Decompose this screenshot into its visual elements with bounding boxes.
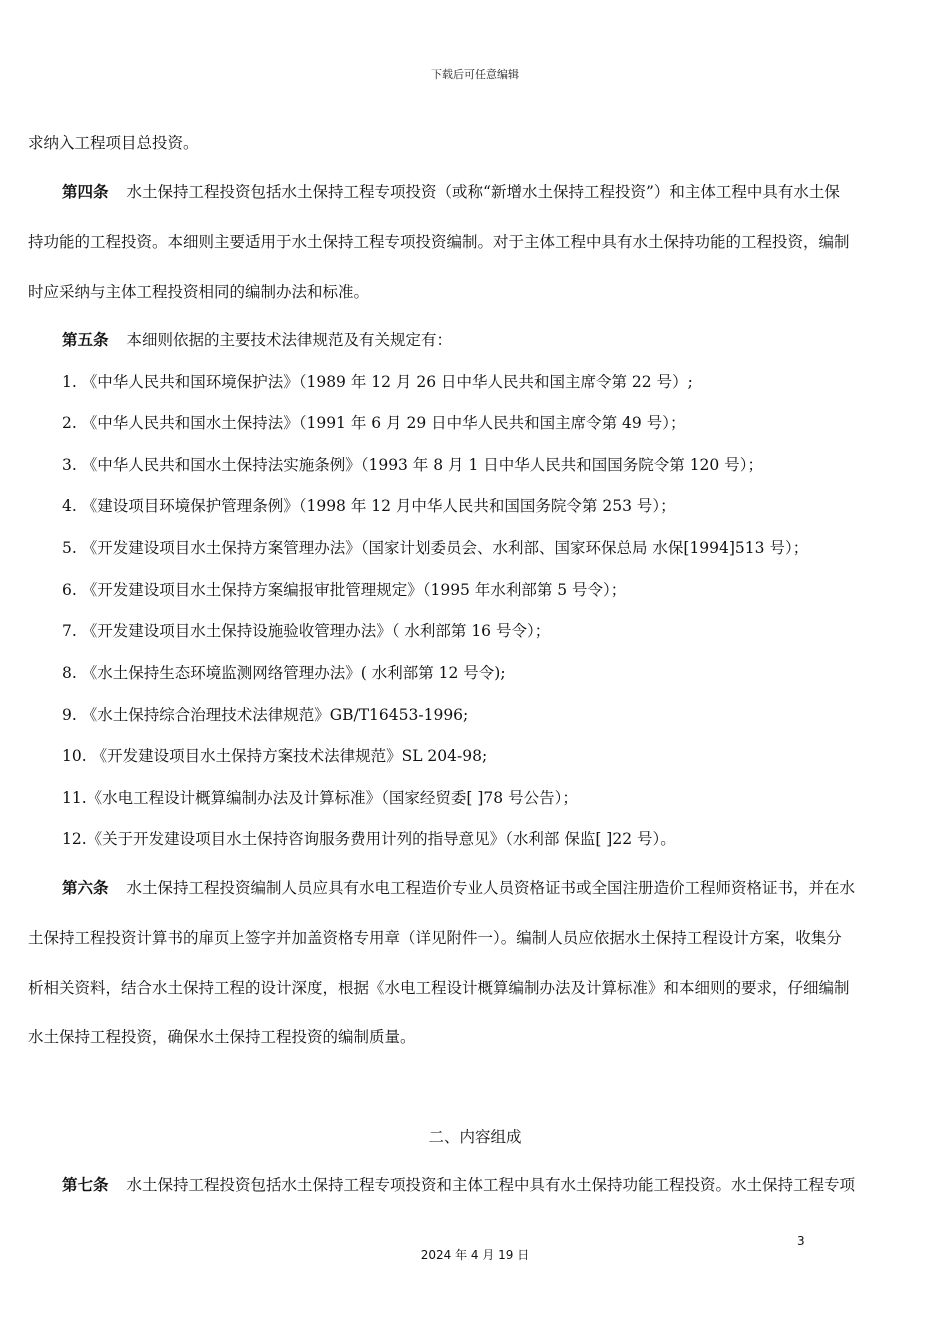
list-item: 6. 《开发建设项目水土保持方案编报审批管理规定》（1995 年水利部第 5 号令）；	[62, 581, 627, 599]
article-5-text: 本细则依据的主要技术法律规范及有关规定有：	[126, 331, 453, 349]
article-6-line-4: 水土保持工程投资，确保水土保持工程投资的编制质量。	[28, 1028, 416, 1046]
article-6-line-3: 析相关资料，结合水土保持工程的设计深度，根据《水电工程设计概算编制办法及计算标准》和本细则的要求，仔细编制	[28, 979, 850, 997]
footer-date: 2024 年 4 月 19 日	[420, 1248, 530, 1262]
section-heading: 二、内容组成	[428, 1128, 522, 1146]
page-header: 下载后可任意编辑	[431, 68, 519, 81]
article-5-label: 第五条	[62, 331, 109, 349]
article-4-line-1	[62, 182, 950, 202]
page-number: 3	[797, 1234, 805, 1248]
article-7-label: 第七条	[62, 1176, 109, 1194]
list-item: 7. 《开发建设项目水土保持设施验收管理办法》（ 水利部第 16 号令）；	[62, 622, 551, 640]
paragraph-continuation: 求纳入工程项目总投资。	[28, 134, 199, 152]
list-item: 10. 《开发建设项目水土保持方案技术法律规范》SL 204-98;	[62, 747, 488, 765]
list-item: 3. 《中华人民共和国水土保持法实施条例》（1993 年 8 月 1 日中华人民共和国国务院令第 120 号）；	[62, 456, 763, 474]
list-item: 5. 《开发建设项目水土保持方案管理办法》（国家计划委员会、水利部、国家环保总局 水保[1994]513 号）；	[62, 539, 809, 557]
list-item: 11.《水电工程设计概算编制办法及计算标准》（国家经贸委[ ]78 号公告）；	[62, 789, 578, 807]
article-6-line-1	[62, 878, 950, 898]
article-6-label: 第六条	[62, 879, 109, 897]
list-item: 8. 《水土保持生态环境监测网络管理办法》( 水利部第 12 号令);	[62, 664, 506, 682]
article-7-line-1	[62, 1175, 950, 1195]
list-item: 2. 《中华人民共和国水土保持法》（1991 年 6 月 29 日中华人民共和国主席令第 49 号）；	[62, 414, 686, 432]
article-4-label: 第四条	[62, 183, 109, 201]
list-item: 1. 《中华人民共和国环境保护法》（1989 年 12 月 26 日中华人民共和国主席令第 22 号）;	[62, 373, 693, 391]
article-4-line-2: 持功能的工程投资。本细则主要适用于水土保持工程专项投资编制。对于主体工程中具有水土保持功能的工程投资，编制	[28, 233, 850, 251]
article-7-text: 水土保持工程投资包括水土保持工程专项投资和主体工程中具有水土保持功能工程投资。水土保持工程专项	[126, 1176, 856, 1194]
article-4-line-3: 时应采纳与主体工程投资相同的编制办法和标准。	[28, 283, 370, 301]
list-item: 4. 《建设项目环境保护管理条例》（1998 年 12 月中华人民共和国国务院令第 253 号）；	[62, 497, 676, 515]
list-item: 9. 《水土保持综合治理技术法律规范》GB/T16453-1996;	[62, 706, 469, 724]
article-4-text: 水土保持工程投资包括水土保持工程专项投资（或称“新增水土保持工程投资”）和主体工程中具有水土保	[126, 183, 840, 201]
article-6-line-2: 土保持工程投资计算书的扉页上签字并加盖资格专用章（详见附件一）。编制人员应依据水土保持工程设计方案，收集分	[28, 929, 842, 947]
list-item: 12.《关于开发建设项目水土保持咨询服务费用计列的指导意见》（水利部 保监[ ]22 号）。	[62, 830, 676, 848]
article-6-text: 水土保持工程投资编制人员应具有水电工程造价专业人员资格证书或全国注册造价工程师资格证书，并在水	[126, 879, 856, 897]
article-5	[62, 330, 950, 350]
